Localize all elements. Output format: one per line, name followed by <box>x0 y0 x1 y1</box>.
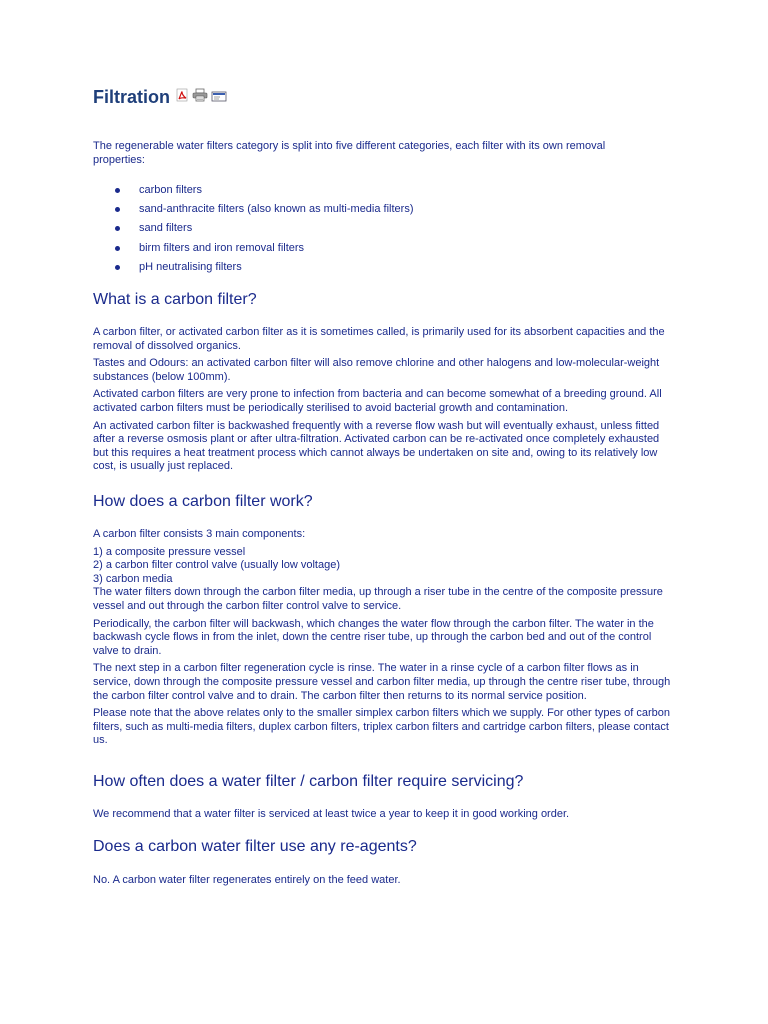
list-item: birm filters and iron removal filters <box>93 242 414 261</box>
section-body-how <box>93 528 673 752</box>
section-heading-what: What is a carbon filter? <box>93 291 257 308</box>
section-heading-servicing: How often does a water filter / carbon filter require servicing? <box>93 773 524 790</box>
list-item: pH neutralising filters <box>93 261 414 280</box>
filter-category-list <box>93 184 414 280</box>
email-icon[interactable] <box>211 89 227 107</box>
title-row <box>93 86 230 108</box>
section-heading-how: How does a carbon filter work? <box>93 493 313 510</box>
paragraph: A carbon filter consists 3 main components: <box>93 528 306 540</box>
paragraph: Activated carbon filters are very prone to infection from bacteria and can become somewhat of a breeding ground. All activated carbon filters must be periodically sterilised to avoid bacterial growth and contamination. <box>93 388 662 414</box>
print-icon[interactable] <box>192 88 208 107</box>
section-body-what <box>93 326 673 478</box>
list-item: sand filters <box>93 222 414 241</box>
title-icons <box>175 88 230 108</box>
paragraph: Tastes and Odours: an activated carbon filter will also remove chlorine and other halogens and low-molecular-weight substances (below 100mm). <box>93 357 660 383</box>
page-title: Filtration <box>93 87 170 107</box>
pdf-icon[interactable] <box>175 88 189 107</box>
paragraph: Periodically, the carbon filter will backwash, which changes the water flow through the carbon filter. The water in the backwash cycle flows in from the inlet, down the centre riser tube, up through the carbon bed and out of the control valve to drain. <box>93 617 654 657</box>
paragraph: We recommend that a water filter is serviced at least twice a year to keep it in good working order. <box>93 808 570 820</box>
intro-paragraph: The regenerable water filters category is split into five different categories, each filter with its own removal properties: <box>93 140 606 166</box>
paragraph: Please note that the above relates only to the smaller simplex carbon filters which we supply. For other types of carbon filters, such as multi-media filters, duplex carbon filters, triplex carbon filters and cartridge carbon filters, please contact us. <box>93 707 670 747</box>
paragraph: An activated carbon filter is backwashed frequently with a reverse flow wash but will eventually exhaust, unless fitted after a reverse osmosis plant or after ultra-filtration. Activated carbon can be re-activated once completely exhausted but this requires a heat treatment process which cannot always be undertaken on site and, owing to its relatively low cost, is usually just replaced. <box>93 419 660 473</box>
components-list <box>93 546 673 587</box>
list-item: sand-anthracite filters (also known as multi-media filters) <box>93 203 414 222</box>
list-item: 1) a composite pressure vessel <box>93 545 246 558</box>
section-heading-reagents: Does a carbon water filter use any re-agents? <box>93 838 417 855</box>
paragraph: The water filters down through the carbon filter media, up through a riser tube in the centre of the composite pressure vessel and out through the carbon filter control valve to service. <box>93 586 663 612</box>
paragraph: A carbon filter, or activated carbon filter as it is sometimes called, is primarily used for its absorbent capacities and the removal of dissolved organics. <box>93 326 665 352</box>
list-item: 2) a carbon filter control valve (usually low voltage) <box>93 559 341 572</box>
list-item: 3) carbon media <box>93 572 173 585</box>
list-item: carbon filters <box>93 184 414 203</box>
paragraph: No. A carbon water filter regenerates entirely on the feed water. <box>93 874 401 886</box>
paragraph: The next step in a carbon filter regeneration cycle is rinse. The water in a rinse cycle of a carbon filter flows as in service, down through the composite pressure vessel and carbon filter media, up through the centre riser tube, through the carbon filter control valve and to drain. The carbon filter then returns to its normal service position. <box>93 662 671 702</box>
